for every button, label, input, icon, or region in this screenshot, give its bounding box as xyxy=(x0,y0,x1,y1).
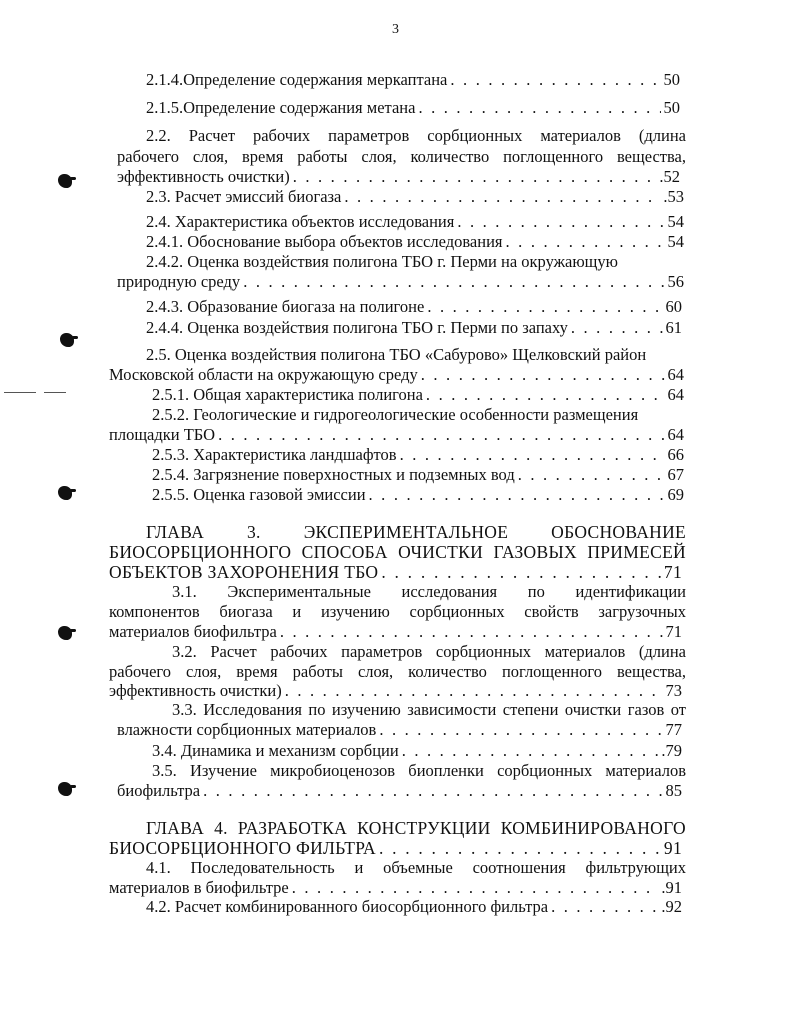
toc-entry: 2.4.1. Обоснование выбора объектов исследования . . . 54 xyxy=(146,232,684,252)
toc-entry-continued: влажности сорбционных материалов . . . 77 xyxy=(117,720,682,740)
toc-entry: 4.2. Расчет комбинированного биосорбционного фильтра . . . .92 xyxy=(146,897,682,917)
toc-entry-continued: материалов в биофильтре . . . .91 xyxy=(109,878,682,898)
chapter-4-title: ГЛАВА 4. РАЗРАБОТКА КОНСТРУКЦИИ КОМБИНИРОВАНОГО xyxy=(146,818,686,838)
scan-line xyxy=(44,392,66,393)
page-number: 3 xyxy=(392,22,399,37)
toc-entry: 2.4.2. Оценка воздействия полигона ТБО г. Перми на окружающую xyxy=(146,252,618,271)
scan-mark xyxy=(60,333,74,347)
toc-entry: 3.2. Расчет рабочих параметров сорбционных материалов (длина xyxy=(172,642,686,661)
scan-mark xyxy=(58,486,72,500)
toc-entry-continued: природную среду . . . 56 xyxy=(117,272,684,292)
toc-entry: 4.1. Последовательность и объемные соотношения фильтрующих xyxy=(146,858,686,877)
toc-entry: 2.5.3. Характеристика ландшафтов . . . 66 xyxy=(152,445,684,465)
chapter-3-title-continued: БИОСОРБЦИОННОГО СПОСОБА ОЧИСТКИ ГАЗОВЫХ ПРИМЕСЕЙ xyxy=(109,542,686,562)
scan-line xyxy=(4,392,36,393)
toc-entry: 2.4.4. Оценка воздействия полигона ТБО г. Перми по запаху . . . 61 xyxy=(146,318,682,338)
toc-entry-continued: площадки ТБО . . . 64 xyxy=(109,425,684,445)
toc-entry: 2.5.4. Загрязнение поверхностных и подземных вод . . . 67 xyxy=(152,465,684,485)
toc-entry: 2.1.5.Определение содержания метана . . . 50 xyxy=(146,98,680,118)
toc-entry: 3.4. Динамика и механизм сорбции . . . .79 xyxy=(152,741,682,761)
toc-entry-continued: эффективность очистки) . . . 73 xyxy=(109,681,682,701)
toc-entry-continued: биофильтра . . . 85 xyxy=(117,781,682,801)
chapter-4-title-continued: БИОСОРБЦИОННОГО ФИЛЬТРА . . . 91 xyxy=(109,838,682,858)
toc-entry: 2.5. Оценка воздействия полигона ТБО «Сабурово» Щелковский район xyxy=(146,345,647,364)
scan-mark xyxy=(58,174,72,188)
toc-entry-continued: рабочего слоя, время работы слоя, количество поглощенного вещества, xyxy=(117,147,686,166)
toc-entry-continued: рабочего слоя, время работы слоя, количество поглощенного вещества, xyxy=(109,662,686,681)
chapter-3-title-continued: ОБЪЕКТОВ ЗАХОРОНЕНИЯ ТБО . . . 71 xyxy=(109,562,682,582)
toc-entry: 2.4. Характеристика объектов исследования . . . 54 xyxy=(146,212,684,232)
toc-entry: 2.1.4.Определение содержания меркаптана . . . 50 xyxy=(146,70,680,90)
toc-entry: 2.5.2. Геологические и гидрогеологические особенности размещения xyxy=(152,405,639,424)
toc-entry: 2.2. Расчет рабочих параметров сорбционных материалов (длина xyxy=(146,126,686,145)
toc-entry: 3.5. Изучение микробиоценозов биопленки сорбционных материалов xyxy=(152,761,686,780)
toc-entry: 2.5.5. Оценка газовой эмиссии . . . 69 xyxy=(152,485,684,505)
toc-entry: 2.3. Расчет эмиссий биогаза . . . .53 xyxy=(146,187,684,207)
scan-mark xyxy=(58,626,72,640)
toc-entry-continued: материалов биофильтра . . . 71 xyxy=(109,622,682,642)
toc-entry-continued: эффективность очистки) . . . .52 xyxy=(117,167,680,187)
toc-entry-continued: Московской области на окружающую среду . . . 64 xyxy=(109,365,684,385)
chapter-3-title: ГЛАВА 3. ЭКСПЕРИМЕНТАЛЬНОЕ ОБОСНОВАНИЕ xyxy=(146,522,686,542)
scan-mark xyxy=(58,782,72,796)
toc-entry: 3.1. Экспериментальные исследования по идентификации xyxy=(172,582,686,601)
toc-entry: 2.4.3. Образование биогаза на полигоне . . . 60 xyxy=(146,297,682,317)
toc-entry: 3.3. Исследования по изучению зависимости степени очистки газов от xyxy=(172,700,686,719)
toc-entry: 2.5.1. Общая характеристика полигона . . . 64 xyxy=(152,385,684,405)
toc-entry-continued: компонентов биогаза и изучению сорбционных свойств загрузочных xyxy=(109,602,686,621)
